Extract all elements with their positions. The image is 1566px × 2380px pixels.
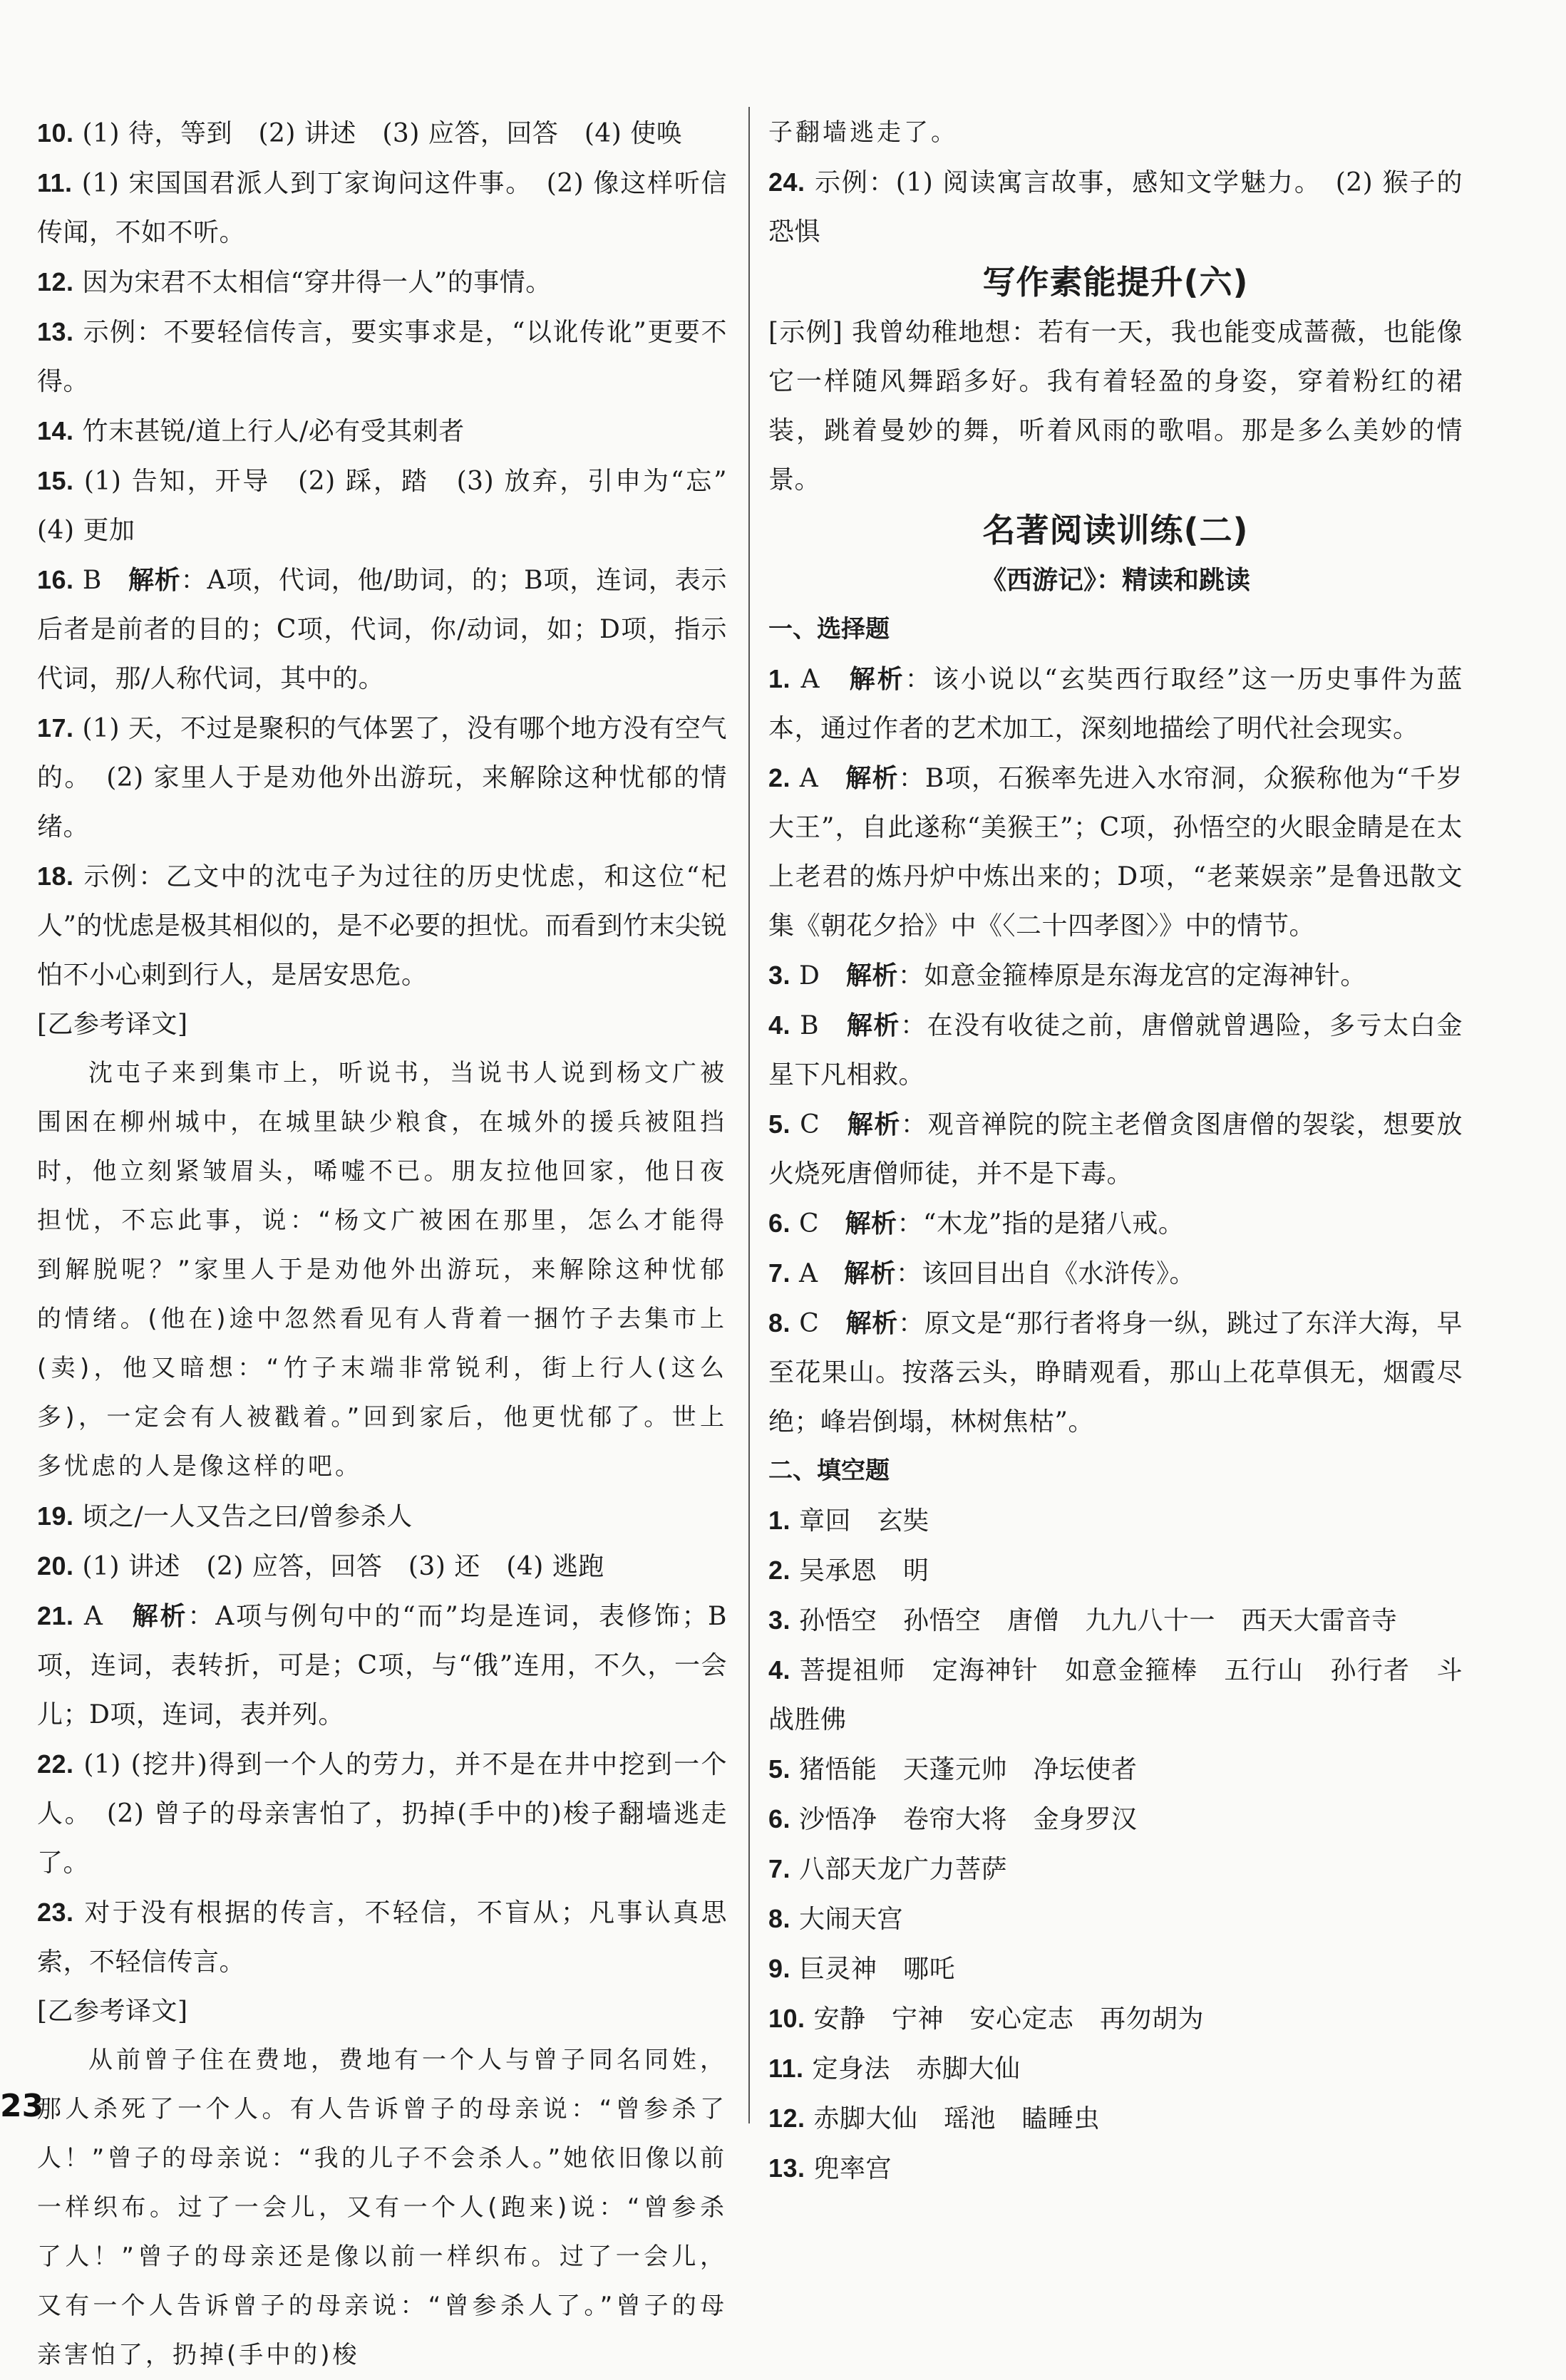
item-text: 示例：(1) 阅读寓言故事，感知文学魅力。 (2) 猴子的恐惧 bbox=[768, 168, 1463, 247]
item-number: 1. bbox=[768, 1506, 791, 1535]
item-text: 示例：乙文中的沈屯子为过往的历史忧虑，和这位“杞人”的忧虑是极其相似的，是不必要的担忧。而看到竹末尖锐怕不小心刺到行人，是居安思危。 bbox=[37, 862, 727, 990]
item-number: 8. bbox=[768, 1308, 791, 1338]
answer-item bbox=[37, 456, 753, 555]
item-text: ：B项，石猴率先进入水帘洞，众猴称他为“千岁大王”，自此遂称“美猴王”；C项，孙悟空的火眼金睛是在太上老君的炼丹炉中炼出来的；D项，“老莱娱亲”是鲁迅散文集《朝花夕拾》中《〈二十四孝图〉》中的情节。 bbox=[768, 764, 1463, 941]
item-text: 定身法 赤脚大仙 bbox=[812, 2054, 1021, 2084]
item-number: 3. bbox=[768, 1605, 791, 1635]
fill-item bbox=[768, 1894, 1463, 1944]
item-number: 13. bbox=[37, 317, 74, 346]
item-text: ：A项与例句中的“而”均是连词，表修饰；B项，连词，表转折，可是；C项，与“俄”连用，不久，一会儿；D项，连词，表并列。 bbox=[37, 1602, 727, 1729]
item-text: 菩提祖师 定海神针 如意金箍棒 五行山 孙行者 斗战胜佛 bbox=[768, 1656, 1463, 1734]
reading-section-subtitle: 《西游记》：精读和跳读 bbox=[980, 566, 1250, 595]
translation-text-continued: 子翻墙逃走了。 bbox=[768, 118, 958, 147]
item-answer: C bbox=[800, 1110, 848, 1139]
item-number: 13. bbox=[768, 2153, 805, 2183]
item-number: 10. bbox=[37, 118, 74, 148]
item-text: 赤脚大仙 瑶池 瞌睡虫 bbox=[813, 2104, 1101, 2133]
item-answer: C bbox=[799, 1309, 846, 1338]
item-text: 八部天龙广力菩萨 bbox=[798, 1855, 1007, 1884]
item-number: 11. bbox=[37, 168, 73, 197]
writing-section-title: 写作素能提升(六) bbox=[982, 263, 1249, 301]
item-text: 安静 宁神 安心定志 再勿胡为 bbox=[813, 2004, 1205, 2034]
item-number: 6. bbox=[768, 1209, 791, 1238]
item-number: 2. bbox=[768, 1556, 791, 1585]
item-number: 21. bbox=[37, 1601, 74, 1630]
item-answer: C bbox=[798, 1209, 845, 1238]
answer-item bbox=[37, 1739, 727, 1888]
answer-item bbox=[37, 108, 727, 158]
choice-item bbox=[768, 1199, 1463, 1248]
item-number: 8. bbox=[768, 1904, 791, 1933]
item-number: 9. bbox=[768, 1954, 791, 1983]
fill-item bbox=[768, 1844, 1463, 1894]
choice-item bbox=[768, 1100, 1463, 1199]
item-answer: B bbox=[800, 1011, 847, 1040]
item-number: 4. bbox=[768, 1655, 791, 1685]
item-number: 12. bbox=[37, 267, 74, 296]
fill-item bbox=[768, 1744, 1463, 1794]
analysis-label: 解析 bbox=[849, 665, 905, 694]
item-text: ：观音禅院的院主老僧贪图唐僧的袈裟，想要放火烧死唐僧师徒，并不是下毒。 bbox=[768, 1110, 1463, 1189]
item-answer: D bbox=[798, 961, 846, 990]
analysis-label: 解析 bbox=[845, 961, 898, 990]
fill-item bbox=[768, 1994, 1463, 2044]
item-text: (1) 讲述 (2) 应答，回答 (3) 还 (4) 逃跑 bbox=[82, 1552, 604, 1581]
answer-item bbox=[37, 1541, 727, 1591]
analysis-label: 解析 bbox=[845, 764, 899, 793]
analysis-label: 解析 bbox=[128, 566, 181, 595]
item-number: 7. bbox=[768, 1258, 791, 1288]
item-number: 24. bbox=[768, 167, 805, 197]
item-text: 因为宋君不太相信“穿井得一人”的事情。 bbox=[82, 268, 552, 297]
item-number: 12. bbox=[768, 2104, 805, 2133]
item-number: 10. bbox=[768, 2004, 805, 2033]
column-divider bbox=[748, 107, 750, 2123]
fill-heading: 二、填空题 bbox=[768, 1457, 890, 1485]
item-answer: A bbox=[798, 1259, 844, 1288]
fill-item bbox=[768, 2044, 1463, 2094]
item-text: 兜率宫 bbox=[813, 2154, 892, 2183]
item-number: 4. bbox=[768, 1010, 791, 1040]
fill-item bbox=[768, 2143, 1463, 2193]
item-answer: A bbox=[83, 1602, 133, 1631]
answer-item bbox=[37, 1491, 727, 1541]
fill-item bbox=[768, 1794, 1463, 1844]
item-text: 猪悟能 天蓬元帅 净坛使者 bbox=[798, 1755, 1138, 1784]
writing-sample-text: [示例] 我曾幼稚地想：若有一天，我也能变成蔷薇，也能像它一样随风舞蹈多好。我有着轻盈的身姿，穿着粉红的裙装，跳着曼妙的舞，听着风雨的歌唱。那是多么美妙的情景。 bbox=[768, 318, 1463, 495]
item-text: 顷之/一人又告之曰/曾参杀人 bbox=[82, 1502, 413, 1531]
analysis-label: 解析 bbox=[845, 1209, 897, 1238]
item-text: 章回 玄奘 bbox=[798, 1506, 929, 1536]
left-column bbox=[37, 108, 753, 2380]
translation-text: 从前曾子住在费地，费地有一个人与曾子同名同姓，那人杀死了一个人。有人告诉曾子的母亲说：“曾参杀了人！”曾子的母亲说：“我的儿子不会杀人。”她依旧像以前一样织布。过了一会儿，又有一个人(跑来)说：“曾参杀了人！”曾子的母亲还是像以前一样织布。过了一会儿，又有一个人告诉曾子的母亲说：“曾参杀人了。”曾子的母亲害怕了，扔掉(手中的)梭 bbox=[37, 2046, 727, 2369]
fill-item bbox=[768, 1496, 1463, 1546]
choice-item bbox=[768, 1298, 1463, 1447]
translation-text: 沈屯子来到集市上，听说书，当说书人说到杨文广被围困在柳州城中，在城里缺少粮食，在城外的援兵被阻挡时，他立刻紧皱眉头，唏嘘不已。朋友拉他回家，他日夜担忧，不忘此事，说：“杨文广被困在那里，怎么才能得到解脱呢？”家里人于是劝他外出游玩，来解除这种忧郁的情绪。(他在)途中忽然看见有人背着一捆竹子去集市上(卖)，他又暗想：“竹子末端非常锐利，街上行人(这么多)，一定会有人被戳着。”回到家后，他更忧郁了。世上多忧虑的人是像这样的吧。 bbox=[37, 1059, 727, 1481]
item-number: 5. bbox=[768, 1109, 791, 1139]
item-number: 15. bbox=[37, 466, 74, 495]
item-number: 17. bbox=[37, 713, 74, 743]
answer-item bbox=[37, 257, 727, 307]
fill-item bbox=[768, 1944, 1463, 1994]
item-number: 23. bbox=[37, 1898, 74, 1927]
item-text: (1) 待，等到 (2) 讲述 (3) 应答，回答 (4) 使唤 bbox=[82, 119, 683, 148]
item-number: 5. bbox=[768, 1754, 791, 1784]
item-text: 孙悟空 孙悟空 唐僧 九九八十一 西天大雷音寺 bbox=[798, 1606, 1398, 1635]
item-text: ：如意金箍棒原是东海龙宫的定海神针。 bbox=[897, 961, 1366, 990]
item-number: 22. bbox=[37, 1749, 74, 1779]
choice-heading: 一、选择题 bbox=[768, 615, 890, 643]
fill-item bbox=[768, 1546, 1463, 1595]
choice-item bbox=[768, 654, 1463, 753]
item-number: 18. bbox=[37, 862, 74, 891]
item-text: (1) 天，不过是聚积的气体罢了，没有哪个地方没有空气的。 (2) 家里人于是劝他外出游玩，来解除这种忧郁的情绪。 bbox=[37, 714, 727, 842]
item-number: 3. bbox=[768, 961, 791, 990]
item-number: 19. bbox=[37, 1501, 74, 1531]
analysis-label: 解析 bbox=[845, 1309, 899, 1338]
item-answer: A bbox=[799, 764, 846, 793]
answer-item bbox=[37, 158, 727, 257]
item-text: 示例：不要轻信传言，要实事求是，“以讹传讹”更要不得。 bbox=[37, 318, 727, 396]
item-number: 16. bbox=[37, 565, 74, 594]
item-text: ：原文是“那行者将身一纵，跳过了东洋大海，早至花果山。按落云头，睁睛观看，那山上花草俱无，烟霞尽绝；峰岩倒塌，林树焦枯”。 bbox=[768, 1309, 1463, 1437]
item-text: ：“木龙”指的是猪八戒。 bbox=[897, 1209, 1185, 1238]
analysis-label: 解析 bbox=[843, 1259, 896, 1288]
choice-item bbox=[768, 1248, 1463, 1298]
item-answer: B bbox=[82, 566, 128, 595]
fill-item bbox=[768, 2094, 1463, 2143]
item-text: (1) 宋国国君派人到丁家询问这件事。 (2) 像这样听信传闻，不如不听。 bbox=[37, 169, 727, 247]
analysis-label: 解析 bbox=[847, 1110, 901, 1139]
answer-item bbox=[37, 852, 727, 1000]
choice-item bbox=[768, 1000, 1463, 1100]
answer-item bbox=[37, 703, 727, 852]
analysis-label: 解析 bbox=[846, 1011, 901, 1040]
item-text: 沙悟净 卷帘大将 金身罗汉 bbox=[798, 1805, 1138, 1834]
item-text: 巨灵神 哪吒 bbox=[798, 1955, 955, 1984]
answer-item bbox=[37, 307, 727, 406]
page-number: 23 bbox=[0, 2088, 44, 2124]
item-answer: A bbox=[800, 665, 850, 694]
right-column bbox=[768, 108, 1463, 2193]
answer-item bbox=[37, 555, 727, 703]
translation-heading: [乙参考译文] bbox=[37, 1010, 188, 1039]
item-text: 吴承恩 明 bbox=[798, 1556, 929, 1585]
item-text: (1) 告知，开导 (2) 踩，踏 (3) 放弃，引申为“忘” (4) 更加 bbox=[37, 467, 753, 545]
item-text: ：在没有收徒之前，唐僧就曾遇险，多亏太白金星下凡相救。 bbox=[768, 1011, 1463, 1090]
item-number: 1. bbox=[768, 664, 791, 693]
reading-section-title: 名著阅读训练(二) bbox=[982, 511, 1249, 549]
item-number: 7. bbox=[768, 1854, 791, 1883]
item-number: 6. bbox=[768, 1804, 791, 1833]
answer-item bbox=[37, 406, 727, 456]
answer-item bbox=[768, 157, 1463, 257]
item-number: 2. bbox=[768, 763, 791, 792]
item-text: (1) (挖井)得到一个人的劳力，并不是在井中挖到一个人。 (2) 曾子的母亲害怕了，扔掉(手中的)梭子翻墙逃走了。 bbox=[37, 1750, 727, 1878]
answer-item bbox=[37, 1888, 727, 1987]
choice-item bbox=[768, 951, 1463, 1000]
translation-heading: [乙参考译文] bbox=[37, 1997, 188, 2026]
item-number: 20. bbox=[37, 1551, 74, 1580]
item-text: 竹末甚锐/道上行人/必有受其刺者 bbox=[82, 417, 465, 446]
item-text: 大闹天宫 bbox=[798, 1905, 903, 1934]
item-text: ：该小说以“玄奘西行取经”这一历史事件为蓝本，通过作者的艺术加工，深刻地描绘了明代社会现实。 bbox=[768, 665, 1463, 743]
item-text: 对于没有根据的传言，不轻信，不盲从；凡事认真思索，不轻信传言。 bbox=[37, 1898, 727, 1977]
analysis-label: 解析 bbox=[132, 1602, 188, 1631]
item-text: ：A项，代词，他/助词，的；B项，连词，表示后者是前者的目的；C项，代词，你/动词，如；D项，指示代词，那/人称代词，其中的。 bbox=[37, 566, 727, 693]
item-number: 14. bbox=[37, 416, 74, 445]
choice-item bbox=[768, 753, 1463, 951]
fill-item bbox=[768, 1595, 1463, 1645]
fill-item bbox=[768, 1645, 1463, 1744]
answer-item bbox=[37, 1591, 727, 1739]
item-text: ：该回目出自《水浒传》。 bbox=[896, 1259, 1196, 1288]
item-number: 11. bbox=[768, 2054, 804, 2083]
